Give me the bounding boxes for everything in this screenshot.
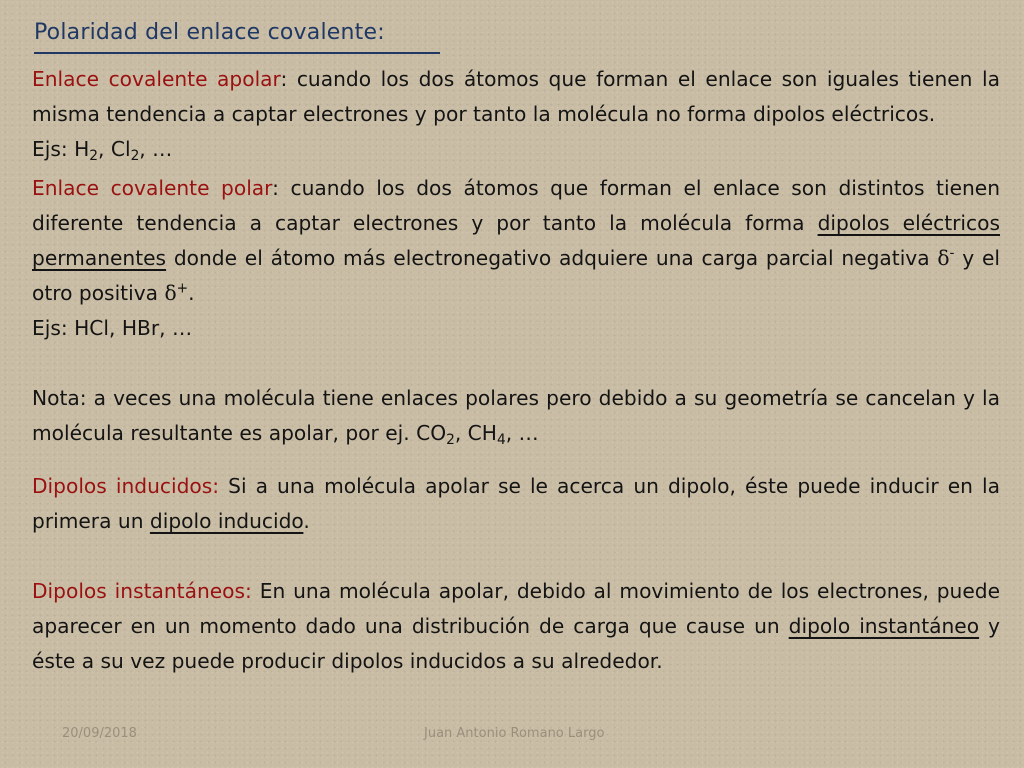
slide-title: Polaridad del enlace covalente: bbox=[34, 20, 385, 45]
apolar-term: Enlace covalente apolar bbox=[32, 67, 281, 91]
polar-term: Enlace covalente polar bbox=[32, 176, 273, 200]
polar-examples: Ejs: HCl, HBr, … bbox=[32, 316, 193, 340]
inducidos-end: . bbox=[303, 509, 310, 533]
inducidos-underlined: dipolo inducido bbox=[149, 509, 304, 533]
instantaneos-text: En una molécula apolar, debido al movimiento de los electrones, puede aparecer en un momento dado una distribución de carga que cause un bbox=[32, 579, 1000, 638]
apolar-examples-label: Ejs: H bbox=[32, 137, 90, 161]
apolar-examples-tail: , … bbox=[139, 137, 173, 161]
positive-sign: + bbox=[176, 280, 189, 297]
inducidos-text: Si a una molécula apolar se le acerca un dipolo, éste puede inducir en la primera un bbox=[32, 474, 1001, 533]
instantaneos-end: y éste a su vez puede producir dipolos inducidos a su alrededor. bbox=[32, 614, 1000, 673]
apolar-examples-sep: , Cl bbox=[98, 137, 131, 161]
footer-date: 20/09/2018 bbox=[62, 726, 137, 741]
apolar-paragraph bbox=[32, 62, 1000, 132]
negative-sign: - bbox=[949, 245, 955, 262]
nota-paragraph bbox=[32, 381, 1000, 451]
instantaneos-underlined: dipolo instantáneo bbox=[788, 614, 980, 638]
instantaneos-term: Dipolos instantáneos: bbox=[32, 579, 252, 603]
ch4-subscript: 4 bbox=[496, 431, 506, 448]
inducidos-term: Dipolos inducidos: bbox=[32, 474, 220, 498]
inducidos-paragraph bbox=[32, 469, 1000, 539]
h2-subscript: 2 bbox=[89, 147, 99, 164]
delta-positive-symbol: δ bbox=[164, 281, 177, 305]
polar-text-end: . bbox=[188, 281, 195, 305]
co2-subscript: 2 bbox=[446, 431, 455, 448]
footer-author: Juan Antonio Romano Largo bbox=[424, 726, 605, 741]
title-underline bbox=[34, 52, 440, 54]
polar-underlined: dipolos eléctricos permanentes bbox=[32, 211, 1001, 270]
apolar-text: : cuando los dos átomos que forman el enlace son iguales tienen la misma tendencia a captar electrones y por tanto la molécula no forma dipolos eléctricos. bbox=[32, 67, 1000, 126]
slide-content bbox=[32, 62, 1000, 679]
nota-tail: , … bbox=[505, 421, 539, 445]
delta-negative-symbol: δ bbox=[937, 246, 950, 270]
polar-text-before: : cuando los dos átomos que forman el enlace son distintos tienen diferente tendencia a captar electrones y por tanto la molécula forma bbox=[32, 176, 1001, 235]
nota-text: Nota: a veces una molécula tiene enlaces polares pero debido a su geometría se cancelan y la molécula resultante es apolar, por ej. CO bbox=[32, 386, 1000, 445]
nota-sep: , CH bbox=[454, 421, 497, 445]
polar-paragraph bbox=[32, 171, 1000, 311]
polar-text-middle: y el otro positiva bbox=[32, 246, 1000, 305]
apolar-examples bbox=[32, 132, 1000, 167]
instantaneos-paragraph bbox=[32, 574, 1000, 679]
cl2-subscript: 2 bbox=[130, 147, 140, 164]
polar-text-after: donde el átomo más electronegativo adquiere una carga parcial negativa bbox=[166, 246, 938, 270]
